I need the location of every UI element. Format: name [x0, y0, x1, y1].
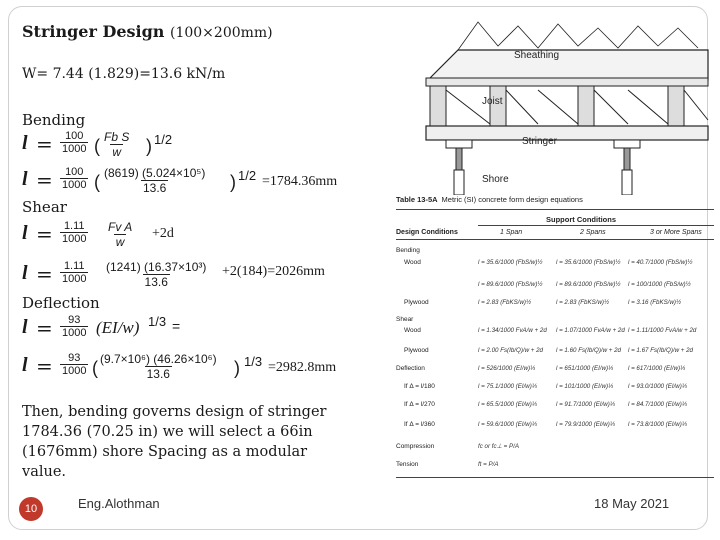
- table-row-label: Compression: [396, 443, 435, 450]
- frac-num: 93: [68, 352, 81, 364]
- frac-den: 1000: [62, 233, 87, 245]
- table-cell: l = 65.5/1000 (EI/w)⅓: [478, 401, 537, 408]
- fraction: [60, 220, 88, 245]
- table-row-label: Wood: [404, 327, 421, 334]
- table-cell: l = 89.6/1000 (FbS/w)½: [478, 281, 543, 288]
- frac-den: 1000: [62, 273, 87, 285]
- table-cell: ft = P/A: [478, 461, 499, 468]
- inner-fraction: [102, 166, 207, 195]
- footer-date: 18 May 2021: [594, 496, 670, 511]
- table-row-label: Wood: [404, 259, 421, 266]
- frac-num: 93: [68, 314, 81, 326]
- fraction: [60, 130, 88, 155]
- inner-den: w: [115, 235, 125, 249]
- col-2-spans: 2 Spans: [580, 229, 606, 236]
- table-cell: l = 651/1000 (EI/w)⅓: [556, 365, 614, 372]
- inner-den: w: [112, 145, 121, 159]
- deflection-eq-2: [22, 350, 382, 382]
- table-rule-bottom: [396, 477, 714, 478]
- deflection-result: =2982.8mm: [268, 360, 337, 375]
- section-shear: Shear: [22, 198, 67, 216]
- fraction: [60, 166, 88, 191]
- footer-author: Eng.Alothman: [78, 496, 160, 511]
- table-cell: l = 1.34/1000 FvA/w + 2d: [478, 327, 547, 334]
- equals-sign: =: [36, 222, 53, 246]
- table-cell: l = 75.1/1000 (EI/w)⅓: [478, 383, 537, 390]
- load-line: W= 7.44 (1.829)=13.6 kN/m: [22, 66, 226, 82]
- inner-fraction: [98, 352, 219, 381]
- inner-den: 13.6: [146, 367, 170, 381]
- var-l: l: [22, 316, 28, 338]
- paren-open: (: [94, 172, 100, 192]
- bending-eq-2: [22, 164, 382, 196]
- frac-den: 1000: [62, 179, 87, 191]
- inner-den: 13.6: [143, 181, 167, 195]
- equals-sign: =: [36, 354, 53, 378]
- table-number: Table 13-5A: [396, 195, 438, 204]
- shear-result: +2(184)=2026mm: [222, 264, 325, 279]
- stringer-beam: [426, 126, 708, 140]
- formwork-diagram: [418, 20, 714, 195]
- table-cell: l = 2.00 Fs(Ib/Q)/w + 2d: [478, 347, 543, 354]
- label-shore: Shore: [482, 174, 509, 185]
- table-row-label: Tension: [396, 461, 419, 468]
- table-cell: l = 2.83 (FbKS/w)½: [556, 299, 610, 306]
- table-row-label: Shear: [396, 316, 414, 323]
- table-cell: l = 40.7/1000 (FbS/w)½: [628, 259, 693, 266]
- col-1-span: 1 Span: [500, 229, 523, 236]
- table-cell: l = 2.83 (FbKS/w)½: [478, 299, 532, 306]
- label-joist: Joist: [482, 96, 503, 107]
- equals-sign: =: [36, 316, 53, 340]
- title-dimensions: (100×200mm): [170, 25, 273, 41]
- joists: [430, 86, 708, 126]
- var-l: l: [22, 354, 28, 376]
- table-cell: l = 1.07/1000 FvA/w + 2d: [556, 327, 625, 334]
- deflection-body: (EI/w): [96, 318, 140, 337]
- frac-num: 1.11: [63, 260, 85, 272]
- frac-den: 1000: [62, 365, 87, 377]
- inner-fraction: [102, 130, 131, 159]
- page-title: Stringer Design (100×200mm): [22, 22, 273, 41]
- inner-num: Fb S: [104, 130, 130, 144]
- label-sheathing: Sheathing: [514, 50, 560, 61]
- table-cell: l = 89.6/1000 (FbS/w)½: [556, 281, 621, 288]
- table-cell: l = 73.8/1000 (EI/w)⅓: [628, 421, 687, 428]
- fraction: [60, 352, 88, 377]
- exponent: 1/3: [148, 314, 167, 329]
- page-number-badge: 10: [19, 497, 43, 521]
- paren-open: (: [92, 358, 98, 378]
- var-l: l: [22, 168, 28, 190]
- paren-close: ): [230, 172, 236, 192]
- table-cell: fc or fc⊥ = P/A: [478, 443, 519, 450]
- inner-den: 13.6: [144, 275, 168, 289]
- table-row-label: Plywood: [404, 347, 429, 354]
- inner-num: (1241) (16.37×10³): [106, 260, 207, 274]
- section-deflection: Deflection: [22, 294, 100, 312]
- table-cell: l = 1.60 Fs(Ib/Q)/w + 2d: [556, 347, 621, 354]
- table-cell: l = 1.11/1000 FvA/w + 2d: [628, 327, 697, 334]
- col-3-spans: 3 or More Spans: [650, 229, 702, 236]
- table-cell: l = 84.7/1000 (EI/w)⅓: [628, 401, 687, 408]
- inner-fraction: [104, 260, 208, 289]
- fraction: [60, 260, 88, 285]
- conclusion-text: Then, bending governs design of stringer 1784.36 (70.25 in) we will select a 66in (1676mm) shore Spacing as a modular value.: [22, 404, 327, 480]
- table-cell: l = 79.9/1000 (EI/w)⅓: [556, 421, 615, 428]
- exponent: 1/2: [154, 132, 173, 147]
- inner-num: (8619) (5.024×10⁵): [104, 166, 206, 180]
- shear-eq-1: [22, 218, 372, 250]
- table-cell: l = 93.0/1000 (EI/w)⅓: [628, 383, 687, 390]
- deflection-eq-1: [22, 312, 372, 344]
- frac-num: 1.11: [63, 220, 85, 232]
- table-cell: l = 91.7/1000 (EI/w)⅓: [556, 401, 615, 408]
- table-caption: [396, 195, 583, 204]
- sheathing-layer: [426, 22, 708, 86]
- equals-sign: =: [36, 168, 53, 192]
- table-row-label: If Δ = l/360: [404, 421, 435, 428]
- table-cell: l = 59.6/1000 (EI/w)⅓: [478, 421, 537, 428]
- frac-den: 1000: [62, 143, 87, 155]
- bending-result: =1784.36mm: [262, 174, 338, 189]
- shear-tail: +2d: [152, 226, 174, 241]
- var-l: l: [22, 132, 28, 154]
- equals-sign: =: [36, 262, 53, 286]
- frac-den: 1000: [62, 327, 87, 339]
- table-cell: l = 526/1000 (EI/w)⅓: [478, 365, 536, 372]
- frac-num: 100: [65, 166, 84, 178]
- table-cell: l = 3.16 (FbKS/w)½: [628, 299, 682, 306]
- inner-num: (9.7×10⁶) (46.26×10⁶): [100, 352, 217, 366]
- table-cell: l = 35.6/1000 (FbS/w)½: [478, 259, 543, 266]
- deflection-eq-tail: =: [172, 318, 181, 334]
- var-l: l: [22, 222, 28, 244]
- table-cell: l = 617/1000 (EI/w)⅓: [628, 365, 686, 372]
- table-row-label: Plywood: [404, 299, 429, 306]
- equals-sign: =: [36, 132, 53, 156]
- fraction: [60, 314, 88, 339]
- table-caption-text: Metric (SI) concrete form design equations: [441, 195, 583, 204]
- design-equations-table: [396, 195, 714, 480]
- table-rule-sub: [478, 225, 714, 226]
- table-rule-header: [396, 239, 714, 240]
- table-row-label: Bending: [396, 247, 420, 254]
- table-row-label: Deflection: [396, 365, 425, 372]
- section-bending: Bending: [22, 111, 86, 129]
- table-cell: l = 35.6/1000 (FbS/w)½: [556, 259, 621, 266]
- inner-fraction: [106, 220, 134, 249]
- shores: [446, 140, 640, 195]
- exponent: 1/2: [238, 168, 257, 183]
- table-cell: l = 100/1000 (FbS/w)½: [628, 281, 691, 288]
- paren-open: (: [94, 136, 100, 156]
- support-conditions-header: Support Conditions: [546, 215, 616, 224]
- col-design-conditions: Design Conditions: [396, 229, 458, 236]
- table-rule-top: [396, 209, 714, 210]
- inner-num: Fv A: [108, 220, 133, 234]
- paren-close: ): [146, 136, 152, 156]
- label-stringer: Stringer: [522, 136, 558, 147]
- bending-eq-1: [22, 128, 372, 160]
- table-cell: l = 101/1000 (EI/w)⅓: [556, 383, 614, 390]
- frac-num: 100: [65, 130, 84, 142]
- paren-close: ): [234, 358, 240, 378]
- table-row-label: If Δ = l/180: [404, 383, 435, 390]
- var-l: l: [22, 262, 28, 284]
- shear-eq-2: [22, 258, 382, 290]
- table-row-label: If Δ = l/270: [404, 401, 435, 408]
- table-cell: l = 1.67 Fs(Ib/Q)/w + 2d: [628, 347, 693, 354]
- exponent: 1/3: [244, 354, 263, 369]
